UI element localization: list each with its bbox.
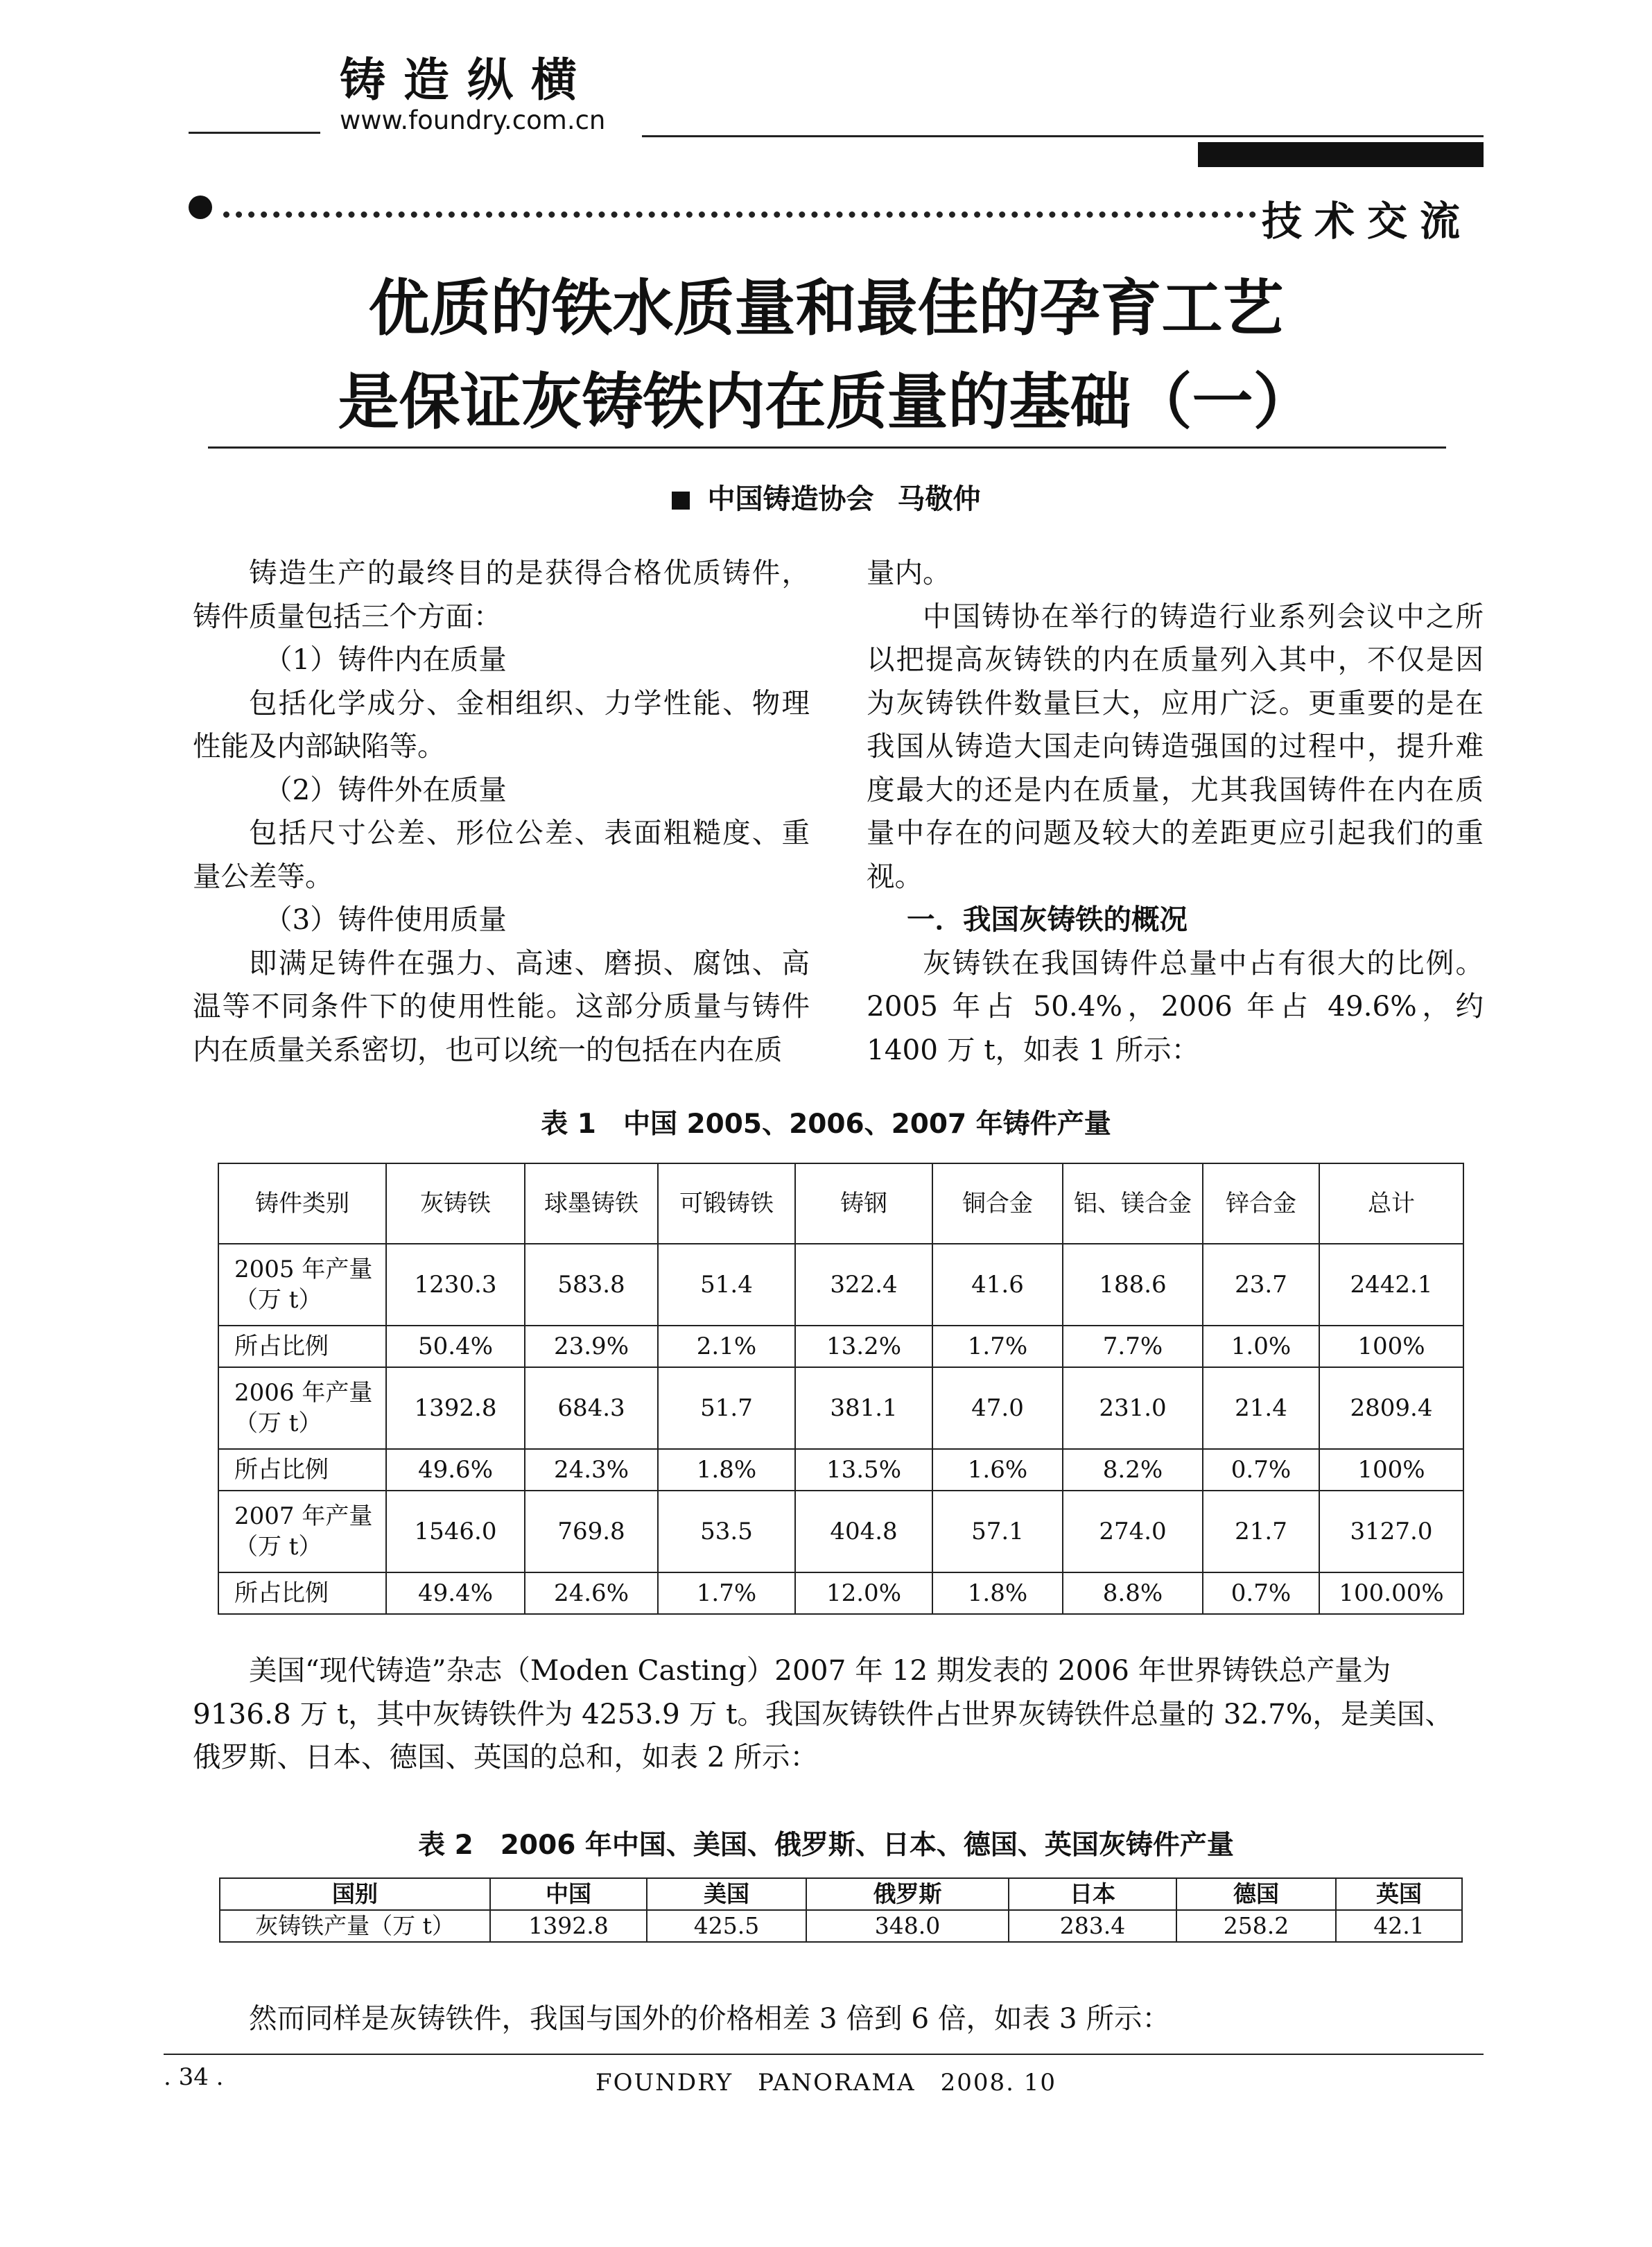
- author-org: 中国铸造协会: [707, 483, 874, 515]
- magazine-url[interactable]: www.foundry.com.cn: [340, 105, 606, 135]
- table-cell: 1.6%: [932, 1449, 1063, 1491]
- table-header-cell: 德国: [1176, 1878, 1336, 1910]
- paragraph: 灰铸铁在我国铸件总量中占有很大的比例。2005 年占 50.4%，2006 年占 49.6%，约 1400 万 t，如表 1 所示：: [867, 946, 1484, 1066]
- paragraph: 然而同样是灰铸铁件，我国与国外的价格相差 3 倍到 6 倍，如表 3 所示：: [249, 2002, 1171, 2035]
- table-cell: 13.2%: [795, 1326, 932, 1367]
- table-cell: 1.7%: [658, 1572, 795, 1614]
- table-cell: 769.8: [525, 1491, 658, 1572]
- table-cell: 274.0: [1063, 1491, 1203, 1572]
- body-paragraph-full: [193, 1649, 1479, 1779]
- table-cell: 1230.3: [386, 1244, 525, 1326]
- journal-footer: FOUNDRY PANORAMA 2008. 10: [595, 2069, 1057, 2097]
- table-header-row: [218, 1163, 1463, 1244]
- section-heading: 一．我国灰铸铁的概况: [907, 903, 1188, 936]
- author-name: 马敬仲: [897, 483, 981, 515]
- table-row: [218, 1367, 1463, 1449]
- table-row: [218, 1572, 1463, 1614]
- table-cell: 51.7: [658, 1367, 795, 1449]
- table-cell: 684.3: [525, 1367, 658, 1449]
- table-cell: 49.6%: [386, 1449, 525, 1491]
- table-cell: 57.1: [932, 1491, 1063, 1572]
- table-cell: 2007 年产量（万 t）: [218, 1491, 386, 1572]
- table-cell: 100.00%: [1319, 1572, 1463, 1614]
- paragraph: 铸造生产的最终目的是获得合格优质铸件，铸件质量包括三个方面：: [193, 556, 810, 633]
- table-cell: 2442.1: [1319, 1244, 1463, 1326]
- paragraph: 即满足铸件在强力、高速、磨损、腐蚀、高温等不同条件下的使用性能。这部分质量与铸件内在质量关系密切，也可以统一的包括在内在质: [193, 946, 810, 1066]
- table-cell: 23.7: [1203, 1244, 1319, 1326]
- table-cell: 47.0: [932, 1367, 1063, 1449]
- article-title-line-1: 优质的铁水质量和最佳的孕育工艺: [368, 272, 1284, 344]
- table-cell: 283.4: [1009, 1910, 1176, 1942]
- paragraph: 包括尺寸公差、形位公差、表面粗糙度、重量公差等。: [193, 816, 810, 893]
- square-bullet-icon: [672, 492, 690, 510]
- table-header-cell: 球墨铸铁: [525, 1163, 658, 1244]
- table-header-cell: 铜合金: [932, 1163, 1063, 1244]
- table-cell: 所占比例: [218, 1326, 386, 1367]
- table-cell: 2.1%: [658, 1326, 795, 1367]
- table1-caption: 表 1 中国 2005、2006、2007 年铸件产量: [541, 1109, 1111, 1140]
- table-cell: 188.6: [1063, 1244, 1203, 1326]
- list-item: （2）铸件外在质量: [264, 772, 507, 806]
- table-cell: 24.6%: [525, 1572, 658, 1614]
- table-cell: 348.0: [806, 1910, 1009, 1942]
- author-line: [0, 477, 1652, 517]
- table-row: [218, 1244, 1463, 1326]
- table-cell: 12.0%: [795, 1572, 932, 1614]
- table-cell: 1392.8: [490, 1910, 647, 1942]
- magazine-title: 铸造纵横: [340, 53, 595, 107]
- table-header-cell: 灰铸铁: [386, 1163, 525, 1244]
- table-header-cell: 国别: [220, 1878, 490, 1910]
- table-cell: 583.8: [525, 1244, 658, 1326]
- table1: [218, 1163, 1464, 1615]
- table-cell: 53.5: [658, 1491, 795, 1572]
- table-cell: 1.8%: [932, 1572, 1063, 1614]
- dotted-leader: [223, 211, 1256, 218]
- table-header-cell: 锌合金: [1203, 1163, 1319, 1244]
- table-cell: 1546.0: [386, 1491, 525, 1572]
- table-header-cell: 英国: [1336, 1878, 1462, 1910]
- left-column: [193, 551, 810, 1071]
- paragraph: 包括化学成分、金相组织、力学性能、物理性能及内部缺陷等。: [193, 686, 810, 763]
- table-header-cell: 俄罗斯: [806, 1878, 1009, 1910]
- paragraph: 美国“现代铸造”杂志（Moden Casting）2007 年 12 期发表的 2006 年世界铸铁总产量为 9136.8 万 t，其中灰铸铁件为 4253.9 万 t。我国灰铸铁件占世界灰铸铁件总量的 32.7%，是美国、俄罗斯、日本、德国、英国的总和，如表 2 所示：: [193, 1654, 1453, 1773]
- table-cell: 50.4%: [386, 1326, 525, 1367]
- table-cell: 23.9%: [525, 1326, 658, 1367]
- article-title-line-2: 是保证灰铸铁内在质量的基础（一）: [338, 366, 1314, 437]
- header-black-bar: [1198, 142, 1484, 167]
- body-paragraph-full: [193, 1997, 1479, 2040]
- paragraph: 中国铸协在举行的铸造行业系列会议中之所以把提高灰铸铁的内在质量列入其中，不仅是因为灰铸铁件数量巨大，应用广泛。更重要的是在我国从铸造大国走向铸造强国的过程中，提升难度最大的还是内在质量，尤其我国铸件在内在质量中存在的问题及较大的差距更应引起我们的重视。: [867, 599, 1484, 893]
- table-cell: 1392.8: [386, 1367, 525, 1449]
- table-cell: 51.4: [658, 1244, 795, 1326]
- table-header-cell: 铸件类别: [218, 1163, 386, 1244]
- table-cell: 258.2: [1176, 1910, 1336, 1942]
- table-cell: 1.0%: [1203, 1326, 1319, 1367]
- table-cell: 0.7%: [1203, 1449, 1319, 1491]
- table-header-cell: 日本: [1009, 1878, 1176, 1910]
- table-cell: 2005 年产量（万 t）: [218, 1244, 386, 1326]
- table2: [219, 1877, 1463, 1943]
- paragraph: 量内。: [867, 556, 951, 589]
- table-cell: 8.2%: [1063, 1449, 1203, 1491]
- table-cell: 231.0: [1063, 1367, 1203, 1449]
- table-row: [218, 1449, 1463, 1491]
- table-cell: 322.4: [795, 1244, 932, 1326]
- bullet-dot-icon: [189, 196, 212, 219]
- table-cell: 100%: [1319, 1326, 1463, 1367]
- footer-rule: [164, 2054, 1484, 2055]
- table-cell: 24.3%: [525, 1449, 658, 1491]
- table-cell: 404.8: [795, 1491, 932, 1572]
- table-cell: 1.7%: [932, 1326, 1063, 1367]
- table-cell: 425.5: [647, 1910, 806, 1942]
- table-cell: 100%: [1319, 1449, 1463, 1491]
- table-cell: 21.4: [1203, 1367, 1319, 1449]
- table-cell: 49.4%: [386, 1572, 525, 1614]
- title-rule: [208, 446, 1446, 449]
- list-item: （1）铸件内在质量: [264, 643, 507, 676]
- table-row: [218, 1491, 1463, 1572]
- page-number: . 34 .: [164, 2063, 224, 2091]
- column-name: 技术交流: [1262, 198, 1473, 245]
- table-header-cell: 铸钢: [795, 1163, 932, 1244]
- table-header-cell: 铝、镁合金: [1063, 1163, 1203, 1244]
- table-cell: 21.7: [1203, 1491, 1319, 1572]
- table-cell: 7.7%: [1063, 1326, 1203, 1367]
- right-column: [867, 551, 1484, 1071]
- table-cell: 所占比例: [218, 1572, 386, 1614]
- table-header-row: [220, 1878, 1462, 1910]
- table-header-cell: 中国: [490, 1878, 647, 1910]
- list-item: （3）铸件使用质量: [264, 903, 507, 936]
- table-row: [220, 1910, 1462, 1942]
- table-cell: 灰铸铁产量（万 t）: [220, 1910, 490, 1942]
- table-cell: 所占比例: [218, 1449, 386, 1491]
- table-cell: 8.8%: [1063, 1572, 1203, 1614]
- table-cell: 41.6: [932, 1244, 1063, 1326]
- table-cell: 381.1: [795, 1367, 932, 1449]
- table-cell: 13.5%: [795, 1449, 932, 1491]
- table-cell: 1.8%: [658, 1449, 795, 1491]
- table-cell: 2809.4: [1319, 1367, 1463, 1449]
- table-row: [218, 1326, 1463, 1367]
- table-header-cell: 总计: [1319, 1163, 1463, 1244]
- table-header-cell: 美国: [647, 1878, 806, 1910]
- table-cell: 2006 年产量（万 t）: [218, 1367, 386, 1449]
- header-rule-right: [642, 135, 1484, 137]
- table2-caption: 表 2 2006 年中国、美国、俄罗斯、日本、德国、英国灰铸件产量: [418, 1830, 1234, 1861]
- header-rule-left: [189, 132, 320, 134]
- table-cell: 42.1: [1336, 1910, 1462, 1942]
- table-cell: 3127.0: [1319, 1491, 1463, 1572]
- table-header-cell: 可锻铸铁: [658, 1163, 795, 1244]
- table-cell: 0.7%: [1203, 1572, 1319, 1614]
